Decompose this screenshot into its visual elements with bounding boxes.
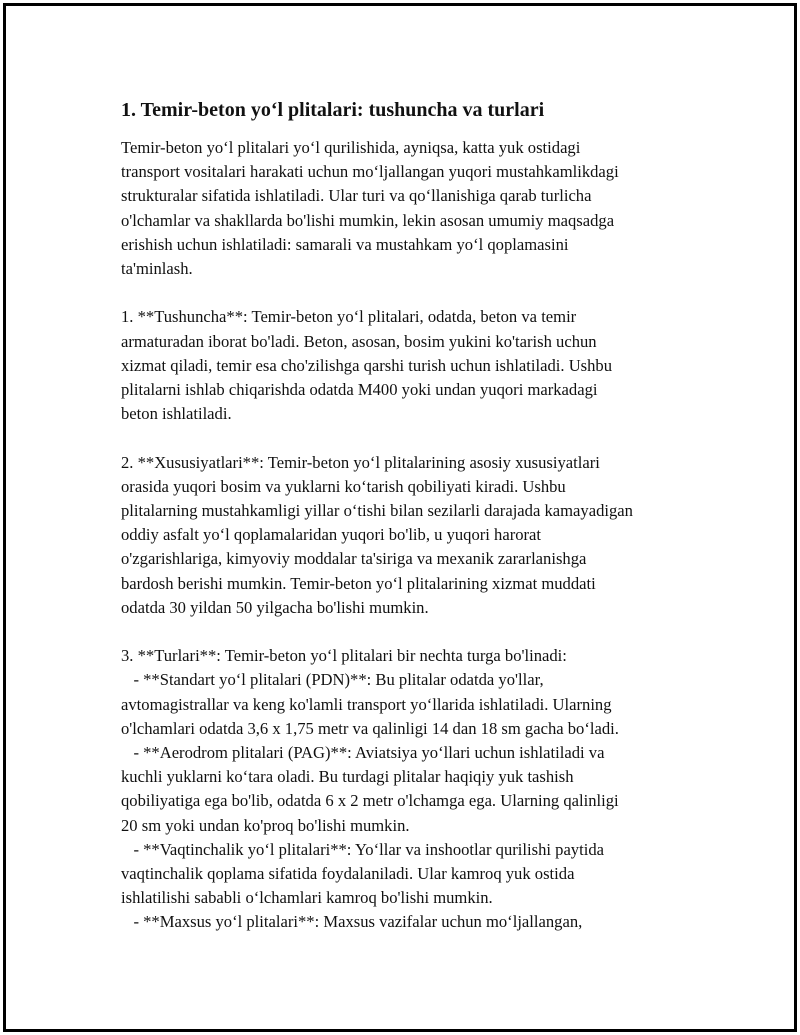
paragraph-gap bbox=[121, 426, 701, 450]
text-line: 1. **Tushuncha**: Temir-beton yo‘l plitalari, odatda, beton va temir bbox=[121, 307, 577, 327]
text-line: qobiliyatiga ega bo'lib, odatda 6 x 2 metr o'lchamga ega. Ularning qalinligi bbox=[121, 791, 619, 811]
page-frame bbox=[3, 3, 797, 1032]
text-line: oddiy asfalt yo‘l qoplamalaridan yuqori bo'lib, u yuqori harorat bbox=[121, 525, 542, 545]
text-line: strukturalar sifatida ishlatiladi. Ular turi va qo‘llanishiga qarab turlicha bbox=[121, 186, 592, 206]
text-line: transport vositalari harakati uchun mo‘ljallangan yuqori mustahkamlikdagi bbox=[121, 162, 619, 182]
text-line: orasida yuqori bosim va yuklarni ko‘tarish qobiliyati kiradi. Ushbu bbox=[121, 476, 566, 496]
text-line: 20 sm yoki undan ko'proq bo'lishi mumkin. bbox=[121, 815, 410, 835]
paragraph-gap bbox=[121, 281, 701, 305]
text-line: armaturadan iborat bo'ladi. Beton, asosan, bosim yukini ko'tarish uchun bbox=[121, 331, 597, 351]
text-line: vaqtinchalik qoplama sifatida foydalaniladi. Ular kamroq yuk ostida bbox=[121, 864, 575, 884]
document-body bbox=[121, 96, 701, 935]
text-line: ta'minlash. bbox=[121, 259, 193, 279]
text-line: - **Aerodrom plitalari (PAG)**: Aviatsiya yo‘llari uchun ishlatiladi va bbox=[121, 743, 605, 763]
document-title: 1. Temir-beton yo‘l plitalari: tushuncha va turlari bbox=[121, 99, 545, 121]
text-line: plitalarning mustahkamligi yillar o‘tishi bilan sezilarli darajada kamayadigan bbox=[121, 501, 633, 521]
text-line: 3. **Turlari**: Temir-beton yo‘l plitalari bir nechta turga bo'linadi: bbox=[121, 646, 567, 666]
section-features-paragraph bbox=[121, 451, 701, 620]
section-concept-paragraph bbox=[121, 305, 701, 426]
text-line: avtomagistrallar va keng ko'lamli transport yo‘llarida ishlatiladi. Ularning bbox=[121, 694, 612, 714]
text-line: ishlatilishi sababli o‘lchamlari kamroq bo'lishi mumkin. bbox=[121, 888, 493, 908]
text-line: 2. **Xususiyatlari**: Temir-beton yo‘l plitalarining asosiy xususiyatlari bbox=[121, 452, 600, 472]
text-line: - **Vaqtinchalik yo‘l plitalari**: Yo‘llar va inshootlar qurilishi paytida bbox=[121, 839, 604, 859]
text-line: o'lchamlar va shakllarda bo'lishi mumkin, lekin asosan umumiy maqsadga bbox=[121, 210, 615, 230]
text-line: o'zgarishlariga, kimyoviy moddalar ta'siriga va mexanik zararlanishga bbox=[121, 549, 587, 569]
text-line: - **Standart yo‘l plitalari (PDN)**: Bu plitalar odatda yo'llar, bbox=[121, 670, 544, 690]
paragraph-gap bbox=[121, 620, 701, 644]
text-line: beton ishlatiladi. bbox=[121, 404, 232, 424]
text-line: bardosh berishi mumkin. Temir-beton yo‘l plitalarining xizmat muddati bbox=[121, 573, 596, 593]
text-line: kuchli yuklarni ko‘tara oladi. Bu turdagi plitalar haqiqiy yuk tashish bbox=[121, 767, 574, 787]
intro-paragraph bbox=[121, 136, 701, 281]
section-types-paragraph bbox=[121, 644, 701, 934]
text-line: erishish uchun ishlatiladi: samarali va mustahkam yo‘l qoplamasini bbox=[121, 234, 569, 254]
text-line: odatda 30 yildan 50 yilgacha bo'lishi mumkin. bbox=[121, 597, 429, 617]
text-line: - **Maxsus yo‘l plitalari**: Maxsus vazifalar uchun mo‘ljallangan, bbox=[121, 912, 583, 932]
text-line: plitalarni ishlab chiqarishda odatda M400 yoki undan yuqori markadagi bbox=[121, 380, 598, 400]
text-line: o'lchamlari odatda 3,6 x 1,75 metr va qalinligi 14 dan 18 sm gacha bo‘ladi. bbox=[121, 718, 619, 738]
text-line: Temir-beton yo‘l plitalari yo‘l qurilishida, ayniqsa, katta yuk ostidagi bbox=[121, 138, 581, 157]
text-line: xizmat qiladi, temir esa cho'zilishga qarshi turish uchun ishlatiladi. Ushbu bbox=[121, 355, 613, 375]
